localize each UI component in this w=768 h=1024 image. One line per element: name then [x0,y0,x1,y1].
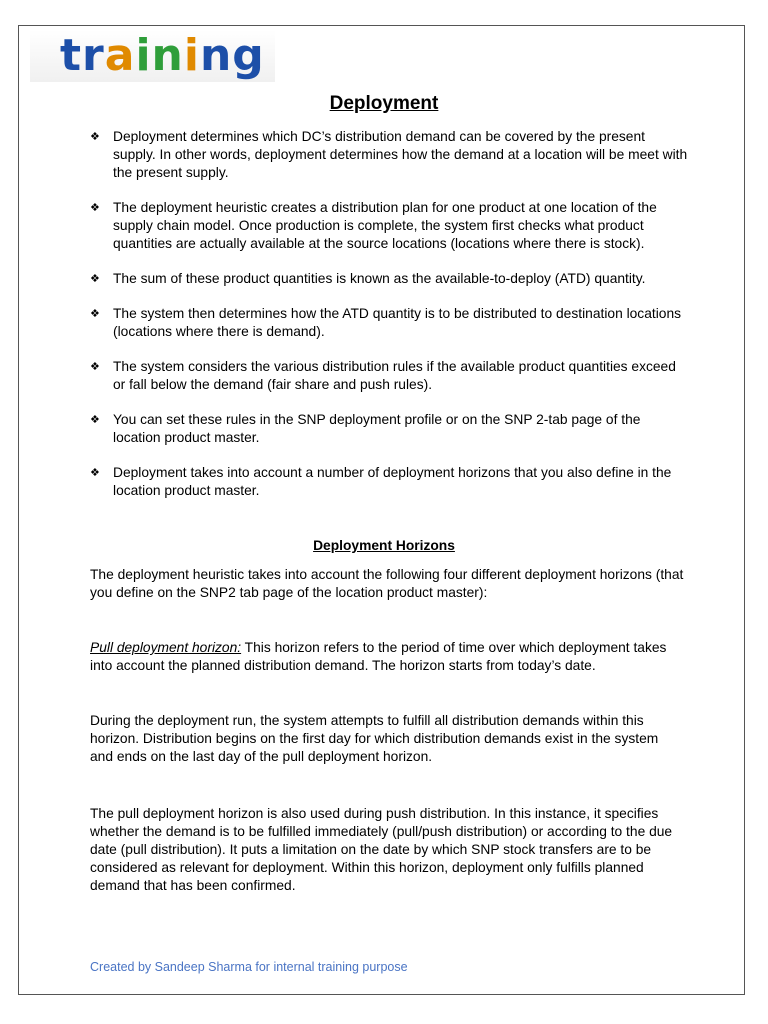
bullet-item: ❖ You can set these rules in the SNP deployment profile or on the SNP 2-tab page of the location product master. [90,411,690,447]
logo-letter: i [135,30,152,81]
footer-note: Created by Sandeep Sharma for internal training purpose [90,960,408,974]
bullet-item: ❖ Deployment takes into account a number of deployment horizons that you also define in the location product master. [90,464,690,500]
logo-letter: n [199,30,233,81]
paragraph-deployment-run: During the deployment run, the system attempts to fulfill all distribution demands within this horizon. Distribution begins on the first day for which distribution demands exist in the system and ends on the last day of the pull deployment horizon. [90,713,659,764]
paragraph-intro: The deployment heuristic takes into account the following four different deployment horizons (that you define on the SNP2 tab page of the location product master): [90,567,684,600]
paragraph-pull-horizon [90,639,685,675]
logo-letter: i [183,30,200,81]
term-label: Pull deployment horizon: [90,640,242,655]
bullet-list [90,128,690,500]
paragraph-push-distribution: The pull deployment horizon is also used during push distribution. In this instance, it specifies whether the demand is to be fulfilled immediately (pull/push distribution) or according to the due date (pull distribution). It puts a limitation on the date by which SNP stock transfers are to be considered as relevant for deployment. Within this horizon, deployment only fulfills planned demand that has been confirmed. [90,806,673,893]
training-logo [30,30,275,82]
bullet-item: ❖ The deployment heuristic creates a distribution plan for one product at one location of the supply chain model. Once production is complete, the system first checks what product quantities are actually available at the source locations (locations where there is stock). [90,199,690,253]
logo-letter: g [232,30,265,81]
logo-letter: a [104,30,136,81]
logo-letter: t [60,30,83,81]
bullet-item: ❖ The sum of these product quantities is known as the available-to-deploy (ATD) quantity. [90,270,690,288]
bullet-item: ❖ Deployment determines which DC’s distribution demand can be covered by the present supply. In other words, deployment determines how the demand at a location will be meet with the present supply. [90,128,690,182]
logo-letter: r [82,30,105,81]
paragraph-text: This horizon refers to the period of time over which deployment takes into account the planned distribution demand. The horizon starts from today’s date. [90,640,667,673]
bullet-item: ❖ The system considers the various distribution rules if the available product quantities exceed or fall below the demand (fair share and push rules). [90,358,690,394]
bullet-item: ❖ The system then determines how the ATD quantity is to be distributed to destination locations (locations where there is demand). [90,305,690,341]
section-heading: Deployment Horizons [313,538,455,553]
logo-letter: n [151,30,184,81]
page-title: Deployment [329,93,439,114]
